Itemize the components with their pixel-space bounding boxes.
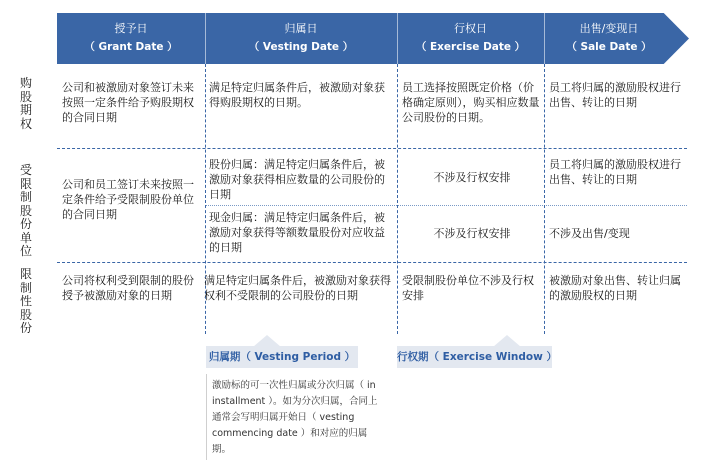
cell-r1-vesting: 满足特定归属条件后，被激励对象获得购股期权的日期。	[209, 81, 385, 109]
cell-r2-sale-cash: 不涉及出售/变现	[549, 227, 630, 240]
header-subtitle: （ Grant Date ）	[84, 41, 178, 53]
vesting-note: 激励标的可一次性归属或分次归属（ in installment ）。如为分次归属，合同上通常会写明归属开始日（ vesting commencing date ）和对应的归属期。	[212, 380, 378, 455]
header-subtitle: （ Exercise Date ）	[415, 41, 526, 53]
cell-r3-vesting: 满足特定归属条件后，被激励对象获得权利不受限制的公司股份的日期	[204, 274, 391, 302]
header-exercise-date	[397, 13, 544, 64]
cell-r1-exercise: 员工选择按照既定价格（价格确定原则），购买相应数量公司股份的日期。	[402, 81, 540, 124]
header-title: 授予日	[114, 22, 148, 35]
header-title: 出售/变现日	[579, 22, 639, 35]
exercise-window-tag: 行权期（ Exercise Window ）	[397, 346, 552, 368]
cell-r1-sale: 员工将归属的激励股权进行出售、转让的日期	[549, 81, 681, 109]
row-label-stock-options: 购股期权	[19, 76, 32, 131]
cell-r3-exercise: 受限制股份单位不涉及行权安排	[402, 274, 534, 302]
header-title: 行权日	[454, 22, 487, 35]
row-divider	[57, 148, 687, 149]
header-title: 归属日	[284, 22, 318, 35]
header-subtitle: （ Sale Date ）	[566, 41, 652, 53]
header-vesting-date	[205, 13, 397, 64]
header-grant-date	[57, 13, 205, 64]
cell-r2-exercise-share: 不涉及行权安排	[433, 171, 511, 184]
cell-r3-grant: 公司将权利受到限制的股份授予被激励对象的日期	[62, 274, 194, 302]
header-sale-date	[544, 13, 674, 64]
cell-r2-exercise-cash: 不涉及行权安排	[433, 227, 511, 240]
row-label-rsu: 受限制股份单位	[19, 163, 32, 258]
cell-r2-sale-share: 员工将归属的激励股权进行出售、转让的日期	[549, 158, 681, 186]
column-divider	[544, 64, 545, 334]
row-label-restricted-stock: 限制性股份	[19, 267, 32, 335]
cell-r2-grant: 公司和员工签订未来按照一定条件给予受限制股份单位的合同日期	[62, 178, 194, 221]
row-divider	[57, 262, 687, 263]
cell-r3-sale: 被激励对象出售、转让归属的激励股权的日期	[549, 274, 681, 302]
row-divider	[205, 205, 687, 206]
cell-r2-vesting-cash: 现金归属：满足特定归属条件后，被激励对象获得等额数量股份对应收益的日期	[209, 211, 385, 254]
cell-r2-vesting-share: 股份归属：满足特定归属条件后，被激励对象获得相应数量的公司股份的日期	[209, 158, 385, 201]
vesting-period-tag: 归属期（ Vesting Period ）	[206, 346, 358, 368]
cell-r1-grant: 公司和被激励对象签订未来按照一定条件给予购股期权的合同日期	[62, 81, 194, 124]
column-divider	[397, 64, 398, 334]
header-subtitle: （ Vesting Date ）	[248, 41, 354, 53]
